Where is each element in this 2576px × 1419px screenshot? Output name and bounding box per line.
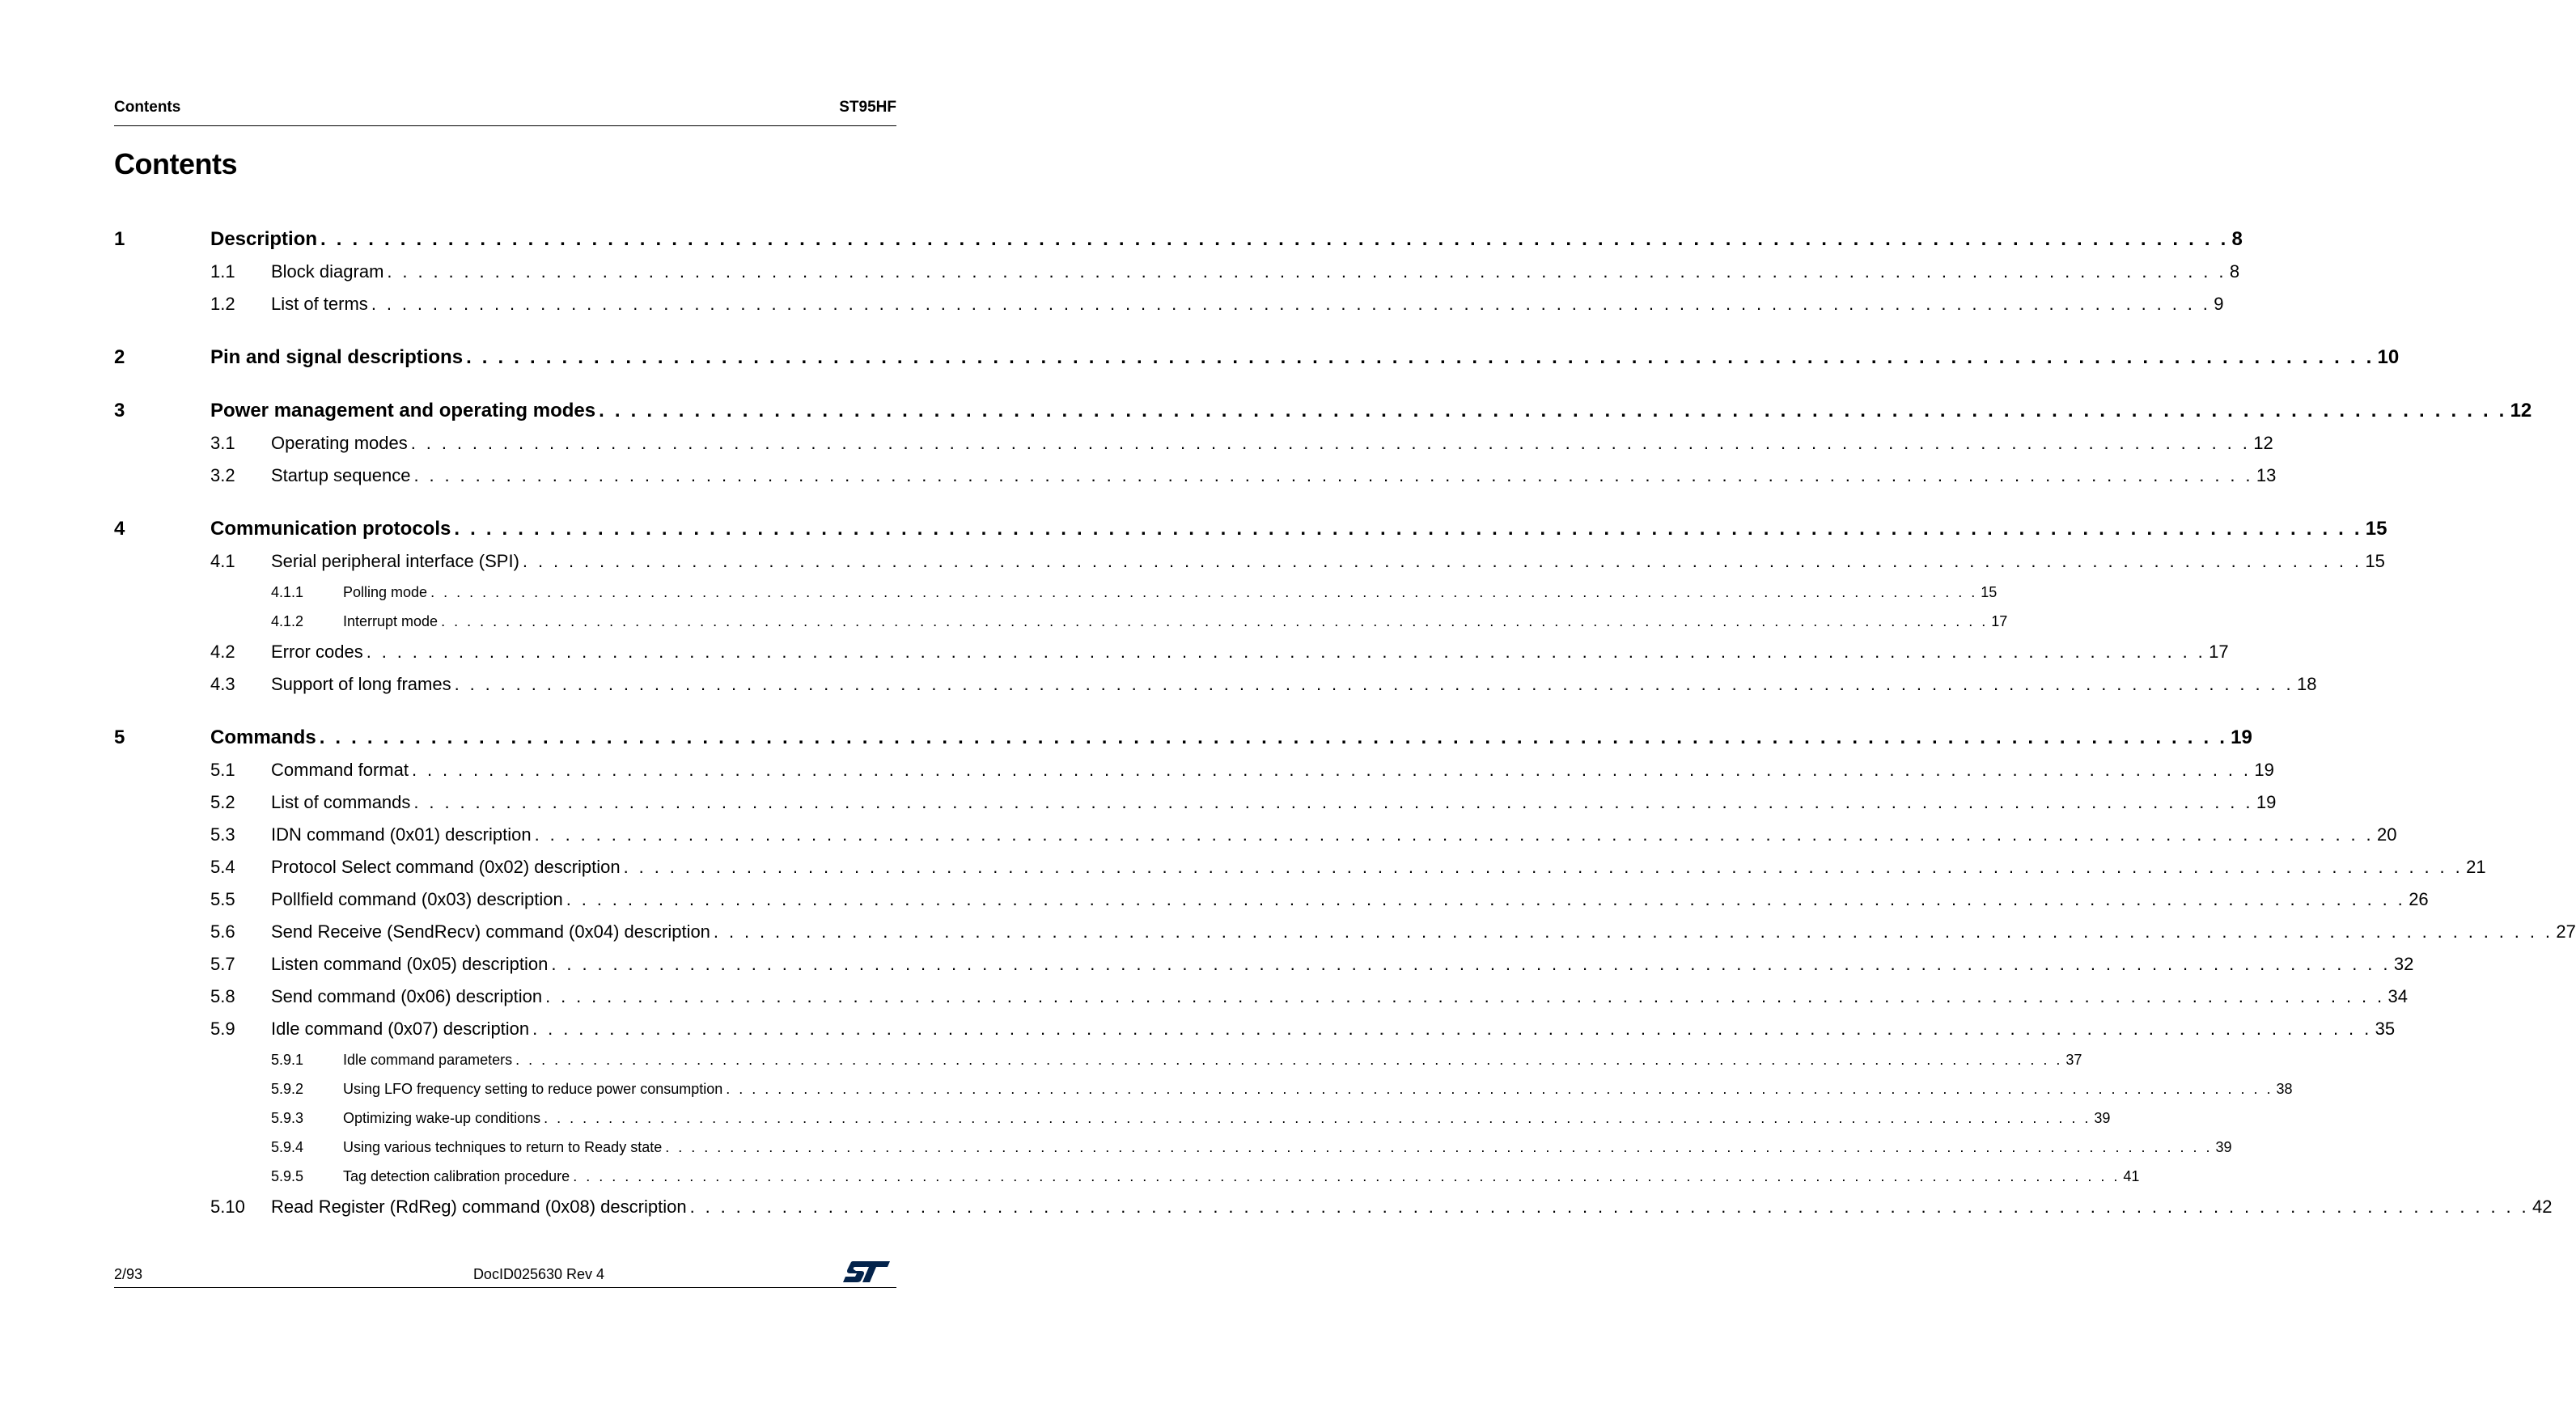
toc-dot-leader: . . . . . . . . . . . . . . . . . . . . . . . . . . . . . . . . . . . . . . . . . . . . . . . . . . . . . . . . . . . . . . . . . . . . . . . . . . . . . . . . . . . . . . . . . . . . . . . . . . . . . . . . . . . . . . . . . . . . . . . . [532,1019,2372,1039]
toc-entry-4-1-2[interactable] [114,607,2008,636]
toc-entry-number: 5.9.3 [271,1110,304,1126]
toc-entry-5-6[interactable] [114,916,2576,948]
toc-entry-title: Serial peripheral interface (SPI) [271,551,519,571]
toc-entry-page: 15 [2365,518,2387,540]
toc-entry-page: 39 [2215,1139,2232,1155]
toc-dot-leader: . . . . . . . . . . . . . . . . . . . . . . . . . . . . . . . . . . . . . . . . . . . . . . . . . . . . . . . . . . . . . . . . . . . . . . . . . . . . . . . . . . . . . . . . . . . . . . . . . . . . . . . . . . . . . . . . . . . . . . . . [411,760,2252,780]
toc-entry-4-3[interactable] [114,668,2317,701]
footer-doc-id: DocID025630 Rev 4 [472,1266,605,1282]
toc-entry-title: Send Receive (SendRecv) command (0x04) description [271,921,710,942]
toc-entry-5-9-5[interactable] [114,1162,2140,1191]
toc-dot-leader: . . . . . . . . . . . . . . . . . . . . . . . . . . . . . . . . . . . . . . . . . . . . . . . . . . . . . . . . . . . . . . . . . . . . . . . . . . . . . . . . . . . . . . . . . . . . . . . . . . . . . . . . . . . . . . . . . . . . . . . . [410,433,2251,453]
toc-entry-page: 17 [2209,642,2229,662]
toc-entry-1-1[interactable] [114,256,2240,288]
toc-entry-5-9-2[interactable] [114,1074,2293,1103]
toc-entry-number: 5.7 [210,954,235,974]
toc-entry-page: 15 [2365,551,2385,571]
toc-entry-page: 18 [2297,674,2317,694]
toc-entry-title: Idle command (0x07) description [271,1019,530,1039]
toc-dot-leader: . . . . . . . . . . . . . . . . . . . . . . . . . . . . . . . . . . . . . . . . . . . . . . . . . . . . . . . . . . . . . . . . . . . . . . . . . . . . . . . . . . . . . . . . . . . . . . . . . . . . . . . . . . . . . . . . . . . . . . . . [551,954,2391,974]
toc-entry-4-2[interactable] [114,636,2229,668]
toc-dot-leader: . . . . . . . . . . . . . . . . . . . . . . . . . . . . . . . . . . . . . . . . . . . . . . . . . . . . . . . . . . . . . . . . . . . . . . . . . . . . . . . . . . . . . . . . . . . . . . . . . . . . . . . . . . . . . . . . . . . . . . . . [413,792,2253,812]
toc-entry-page: 8 [2229,261,2240,282]
toc-entry-number: 4.1.2 [271,613,304,629]
toc-entry-4-1[interactable] [114,545,2385,578]
toc-entry-page: 35 [2375,1019,2396,1039]
toc-entry-page: 26 [2409,889,2429,909]
toc-dot-leader: . . . . . . . . . . . . . . . . . . . . . . . . . . . . . . . . . . . . . . . . . . . . . . . . . . . . . . . . . . . . . . . . . . . . . . . . . . . . . . . . . . . . . . . . . . . . . . . . . . . . . . . . . . . . . . . . . . . . . . . . [689,1197,2530,1217]
toc-dot-leader: . . . . . . . . . . . . . . . . . . . . . . . . . . . . . . . . . . . . . . . . . . . . . . . . . . . . . . . . . . . . . . . . . . . . . . . . . . . . . . . . . . . . . . . . . . . . . . . . . . . . . . . . . . . . . . . . . . . . . . . . [599,400,2507,421]
toc-entry-title: Power management and operating modes [210,400,596,421]
toc-dot-leader: . . . . . . . . . . . . . . . . . . . . . . . . . . . . . . . . . . . . . . . . . . . . . . . . . . . . . . . . . . . . . . . . . . . . . . . . . . . . . . . . . . . . . . . . . . . . . . . . . . . . . . . . . . . . . . . . . . . . . . . . [466,346,2375,368]
toc-entry-3[interactable] [114,395,2532,427]
toc-entry-number: 5.1 [210,760,235,780]
toc-entry-page: 12 [2510,400,2532,421]
toc-dot-leader: . . . . . . . . . . . . . . . . . . . . . . . . . . . . . . . . . . . . . . . . . . . . . . . . . . . . . . . . . . . . . . . . . . . . . . . . . . . . . . . . . . . . . . . . . . . . . . . . . . . . . . . . . . . . . . . . . . . . . . . . [573,1168,2121,1184]
toc-entry-title: Pollfield command (0x03) description [271,889,563,909]
toc-entry-page: 9 [2214,294,2224,314]
toc-entry-title: Pin and signal descriptions [210,346,464,368]
toc-dot-leader: . . . . . . . . . . . . . . . . . . . . . . . . . . . . . . . . . . . . . . . . . . . . . . . . . . . . . . . . . . . . . . . . . . . . . . . . . . . . . . . . . . . . . . . . . . . . . . . . . . . . . . . . . . . . . . . . . . . . . . . . [387,261,2226,282]
toc-dot-leader: . . . . . . . . . . . . . . . . . . . . . . . . . . . . . . . . . . . . . . . . . . . . . . . . . . . . . . . . . . . . . . . . . . . . . . . . . . . . . . . . . . . . . . . . . . . . . . . . . . . . . . . . . . . . . . . . . . . . . . . . [713,921,2553,942]
toc-entry-5[interactable] [114,722,2252,754]
toc-entry-page: 19 [2256,792,2277,812]
toc-dot-leader: . . . . . . . . . . . . . . . . . . . . . . . . . . . . . . . . . . . . . . . . . . . . . . . . . . . . . . . . . . . . . . . . . . . . . . . . . . . . . . . . . . . . . . . . . . . . . . . . . . . . . . . . . . . . . . . . . . . . . . . . [545,986,2385,1006]
toc-entry-page: 17 [1991,613,2008,629]
toc-entry-number: 5.8 [210,986,235,1006]
footer-divider [114,1287,896,1288]
header-divider [114,125,896,126]
header-section-label: Contents [114,99,181,116]
toc-entry-page: 27 [2556,921,2576,942]
toc-entry-title: List of terms [271,294,368,314]
toc-entry-title: Read Register (RdReg) command (0x08) description [271,1197,687,1217]
toc-entry-page: 19 [2254,760,2274,780]
toc-entry-title: Operating modes [271,433,408,453]
toc-entry-page: 39 [2094,1110,2111,1126]
toc-entry-number: 5.9.2 [271,1081,304,1097]
toc-dot-leader: . . . . . . . . . . . . . . . . . . . . . . . . . . . . . . . . . . . . . . . . . . . . . . . . . . . . . . . . . . . . . . . . . . . . . . . . . . . . . . . . . . . . . . . . . . . . . . . . . . . . . . . . . . . . . . . . . . . . . . . . [623,857,2464,877]
toc-entry-page: 32 [2393,954,2414,974]
toc-dot-leader: . . . . . . . . . . . . . . . . . . . . . . . . . . . . . . . . . . . . . . . . . . . . . . . . . . . . . . . . . . . . . . . . . . . . . . . . . . . . . . . . . . . . . . . . . . . . . . . . . . . . . . . . . . . . . . . . . . . . . . . . [665,1139,2213,1155]
toc-entry-title: Listen command (0x05) description [271,954,549,974]
toc-entry-title: List of commands [271,792,411,812]
st-logo-icon [841,1259,892,1285]
toc-entry-title: Tag detection calibration procedure [343,1168,570,1184]
toc-entry-title: Interrupt mode [343,613,439,629]
toc-entry-5-8[interactable] [114,981,2408,1013]
toc-entry-number: 3.1 [210,433,235,453]
header-product-name: ST95HF [839,99,896,116]
toc-entry-title: Communication protocols [210,518,451,540]
toc-entry-number: 4 [114,518,125,540]
toc-entry-number: 1 [114,228,125,250]
table-of-contents [114,223,2576,1223]
toc-entry-number: 4.1.1 [271,584,304,600]
toc-dot-leader: . . . . . . . . . . . . . . . . . . . . . . . . . . . . . . . . . . . . . . . . . . . . . . . . . . . . . . . . . . . . . . . . . . . . . . . . . . . . . . . . . . . . . . . . . . . . . . . . . . . . . . . . . . . . . . . . . . . . . . . . [320,228,2229,250]
toc-dot-leader: . . . . . . . . . . . . . . . . . . . . . . . . . . . . . . . . . . . . . . . . . . . . . . . . . . . . . . . . . . . . . . . . . . . . . . . . . . . . . . . . . . . . . . . . . . . . . . . . . . . . . . . . . . . . . . . . . . . . . . . . [441,613,1989,629]
toc-entry-number: 5.4 [210,857,235,877]
toc-entry-page: 8 [2231,228,2243,250]
toc-entry-number: 5.10 [210,1197,245,1217]
toc-dot-leader: . . . . . . . . . . . . . . . . . . . . . . . . . . . . . . . . . . . . . . . . . . . . . . . . . . . . . . . . . . . . . . . . . . . . . . . . . . . . . . . . . . . . . . . . . . . . . . . . . . . . . . . . . . . . . . . . . . . . . . . . [319,726,2228,748]
toc-entry-5-3[interactable] [114,819,2397,851]
toc-entry-5-7[interactable] [114,948,2414,981]
toc-entry-page: 21 [2466,857,2486,877]
toc-entry-5-2[interactable] [114,786,2277,819]
toc-entry-title: Optimizing wake-up conditions [343,1110,541,1126]
toc-entry-number: 5.9.5 [271,1168,304,1184]
toc-entry-page: 20 [2377,824,2397,845]
toc-entry-number: 1.1 [210,261,235,282]
toc-entry-4-1-1[interactable] [114,578,1998,607]
toc-entry-title: Command format [271,760,409,780]
page-footer [114,1259,896,1288]
toc-entry-number: 3.2 [210,465,235,485]
toc-entry-2[interactable] [114,341,2400,374]
toc-entry-number: 4.1 [210,551,235,571]
toc-entry-number: 5.6 [210,921,235,942]
toc-dot-leader: . . . . . . . . . . . . . . . . . . . . . . . . . . . . . . . . . . . . . . . . . . . . . . . . . . . . . . . . . . . . . . . . . . . . . . . . . . . . . . . . . . . . . . . . . . . . . . . . . . . . . . . . . . . . . . . . . . . . . . . . [544,1110,2091,1126]
toc-entry-title: Using various techniques to return to Ready state [343,1139,663,1155]
toc-entry-page: 41 [2123,1168,2140,1184]
toc-dot-leader: . . . . . . . . . . . . . . . . . . . . . . . . . . . . . . . . . . . . . . . . . . . . . . . . . . . . . . . . . . . . . . . . . . . . . . . . . . . . . . . . . . . . . . . . . . . . . . . . . . . . . . . . . . . . . . . . . . . . . . . . [726,1081,2273,1097]
toc-entry-title: Block diagram [271,261,384,282]
toc-entry-title: Error codes [271,642,363,662]
toc-entry-title: Idle command parameters [343,1052,513,1068]
toc-entry-number: 5.9.1 [271,1052,304,1068]
toc-entry-page: 37 [2065,1052,2082,1068]
page-header [114,99,896,116]
toc-entry-4[interactable] [114,513,2387,545]
toc-entry-page: 15 [1981,584,1998,600]
toc-entry-title: Commands [210,726,316,748]
toc-entry-5-9-3[interactable] [114,1103,2111,1133]
toc-entry-title: Send command (0x06) description [271,986,543,1006]
toc-entry-number: 4.3 [210,674,235,694]
toc-dot-leader: . . . . . . . . . . . . . . . . . . . . . . . . . . . . . . . . . . . . . . . . . . . . . . . . . . . . . . . . . . . . . . . . . . . . . . . . . . . . . . . . . . . . . . . . . . . . . . . . . . . . . . . . . . . . . . . . . . . . . . . . [522,551,2362,571]
toc-entry-title: Description [210,228,318,250]
toc-entry-title: Startup sequence [271,465,411,485]
toc-entry-title: IDN command (0x01) description [271,824,532,845]
toc-entry-page: 12 [2253,433,2273,453]
toc-entry-number: 1.2 [210,294,235,314]
toc-dot-leader: . . . . . . . . . . . . . . . . . . . . . . . . . . . . . . . . . . . . . . . . . . . . . . . . . . . . . . . . . . . . . . . . . . . . . . . . . . . . . . . . . . . . . . . . . . . . . . . . . . . . . . . . . . . . . . . . . . . . . . . . [534,824,2375,845]
toc-entry-number: 5.9.4 [271,1139,304,1155]
toc-entry-number: 5 [114,726,125,748]
footer-page-number: 2/93 [114,1266,143,1282]
toc-entry-title: Polling mode [343,584,428,600]
page-title: Contents [114,147,237,180]
toc-entry-page: 13 [2256,465,2277,485]
toc-entry-number: 2 [114,346,125,368]
toc-entry-number: 4.2 [210,642,235,662]
toc-entry-page: 34 [2387,986,2408,1006]
toc-entry-3-1[interactable] [114,427,2273,460]
toc-entry-page: 38 [2276,1081,2293,1097]
toc-dot-leader: . . . . . . . . . . . . . . . . . . . . . . . . . . . . . . . . . . . . . . . . . . . . . . . . . . . . . . . . . . . . . . . . . . . . . . . . . . . . . . . . . . . . . . . . . . . . . . . . . . . . . . . . . . . . . . . . . . . . . . . . [366,642,2206,662]
toc-entry-5-5[interactable] [114,883,2429,916]
toc-entry-5-9[interactable] [114,1013,2396,1045]
toc-entry-5-9-1[interactable] [114,1045,2082,1074]
toc-entry-number: 5.3 [210,824,235,845]
toc-dot-leader: . . . . . . . . . . . . . . . . . . . . . . . . . . . . . . . . . . . . . . . . . . . . . . . . . . . . . . . . . . . . . . . . . . . . . . . . . . . . . . . . . . . . . . . . . . . . . . . . . . . . . . . . . . . . . . . . . . . . . . . . [566,889,2406,909]
toc-entry-1-2[interactable] [114,288,2224,320]
toc-dot-leader: . . . . . . . . . . . . . . . . . . . . . . . . . . . . . . . . . . . . . . . . . . . . . . . . . . . . . . . . . . . . . . . . . . . . . . . . . . . . . . . . . . . . . . . . . . . . . . . . . . . . . . . . . . . . . . . . . . . . . . . . [454,518,2362,540]
toc-dot-leader: . . . . . . . . . . . . . . . . . . . . . . . . . . . . . . . . . . . . . . . . . . . . . . . . . . . . . . . . . . . . . . . . . . . . . . . . . . . . . . . . . . . . . . . . . . . . . . . . . . . . . . . . . . . . . . . . . . . . . . . . [430,584,1978,600]
toc-entry-1[interactable] [114,223,2243,256]
toc-entry-5-10[interactable] [114,1191,2553,1223]
toc-entry-5-9-4[interactable] [114,1133,2232,1162]
toc-dot-leader: . . . . . . . . . . . . . . . . . . . . . . . . . . . . . . . . . . . . . . . . . . . . . . . . . . . . . . . . . . . . . . . . . . . . . . . . . . . . . . . . . . . . . . . . . . . . . . . . . . . . . . . . . . . . . . . . . . . . . . . . [515,1052,2063,1068]
toc-entry-title: Using LFO frequency setting to reduce power consumption [343,1081,723,1097]
toc-entry-number: 3 [114,400,125,421]
toc-entry-title: Support of long frames [271,674,451,694]
toc-entry-number: 5.2 [210,792,235,812]
toc-entry-page: 19 [2231,726,2252,748]
toc-entry-5-1[interactable] [114,754,2274,786]
toc-entry-3-2[interactable] [114,460,2277,492]
toc-dot-leader: . . . . . . . . . . . . . . . . . . . . . . . . . . . . . . . . . . . . . . . . . . . . . . . . . . . . . . . . . . . . . . . . . . . . . . . . . . . . . . . . . . . . . . . . . . . . . . . . . . . . . . . . . . . . . . . . . . . . . . . . [413,465,2253,485]
toc-entry-title: Protocol Select command (0x02) description [271,857,621,877]
toc-entry-number: 5.5 [210,889,235,909]
toc-entry-page: 10 [2377,346,2400,368]
toc-dot-leader: . . . . . . . . . . . . . . . . . . . . . . . . . . . . . . . . . . . . . . . . . . . . . . . . . . . . . . . . . . . . . . . . . . . . . . . . . . . . . . . . . . . . . . . . . . . . . . . . . . . . . . . . . . . . . . . . . . . . . . . . [454,674,2294,694]
toc-entry-5-4[interactable] [114,851,2486,883]
toc-entry-page: 42 [2532,1197,2553,1217]
toc-entry-number: 5.9 [210,1019,235,1039]
toc-dot-leader: . . . . . . . . . . . . . . . . . . . . . . . . . . . . . . . . . . . . . . . . . . . . . . . . . . . . . . . . . . . . . . . . . . . . . . . . . . . . . . . . . . . . . . . . . . . . . . . . . . . . . . . . . . . . . . . . . . . . . . . . [371,294,2211,314]
